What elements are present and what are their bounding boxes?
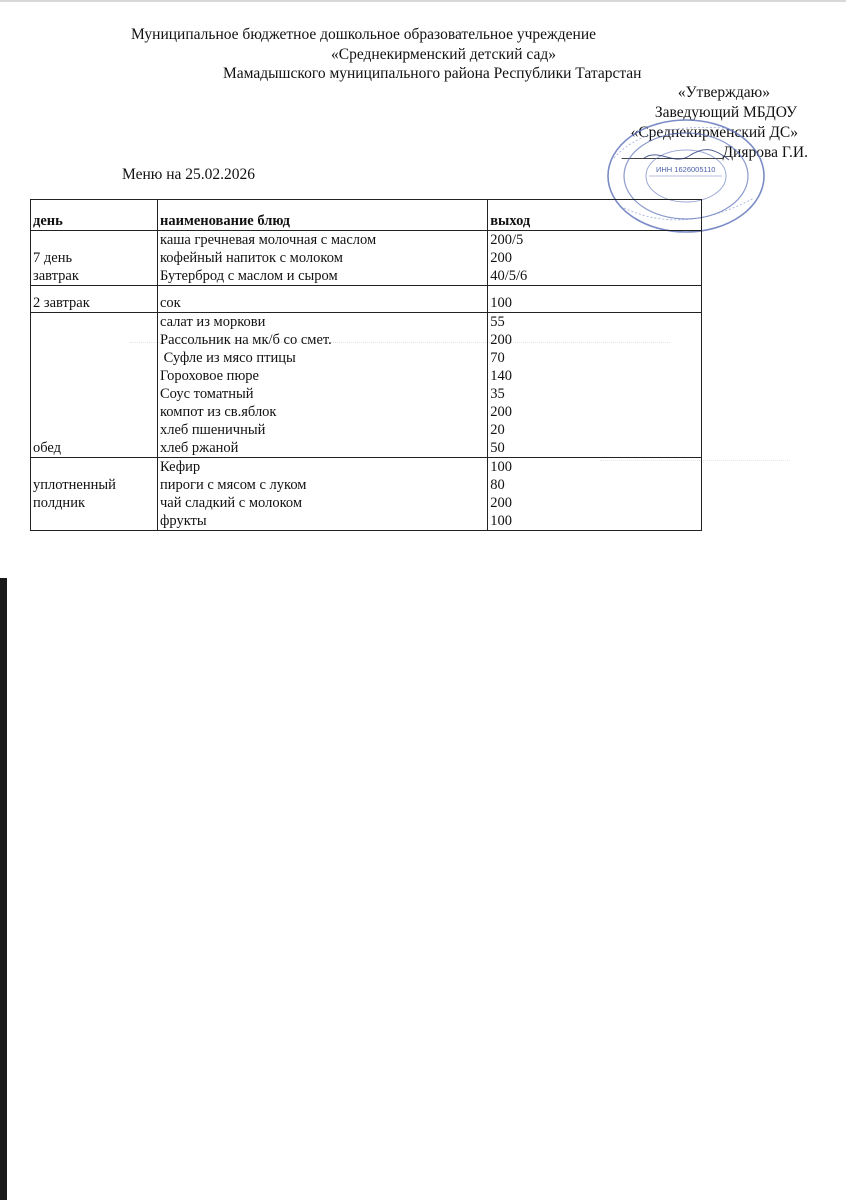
meal-label: обед (33, 440, 62, 456)
yield-cell (488, 286, 702, 313)
menu-table (30, 199, 702, 531)
dish-name: Кефир (160, 459, 201, 475)
dish-yield: 200 (490, 250, 512, 266)
dish-yield: 140 (490, 368, 512, 384)
table-row-breakfast (31, 231, 702, 286)
dish-yield: 100 (490, 295, 512, 311)
dish-name: Гороховое пюре (160, 368, 259, 384)
dish-name: хлеб ржаной (160, 440, 239, 456)
header-day: день (31, 200, 158, 231)
meal-label: завтрак (33, 268, 79, 284)
approval-line-3: «Среднекирменский ДС» (630, 124, 798, 141)
meal-label: 2 завтрак (33, 295, 90, 311)
day-cell (31, 313, 158, 458)
dish-name: кофейный напиток с молоком (160, 250, 343, 266)
header-yield: выход (488, 200, 702, 231)
dish-yield: 35 (490, 386, 505, 402)
approval-line-2: Заведующий МБДОУ (654, 104, 797, 121)
scan-dark-edge (0, 578, 7, 1200)
dish-cell (158, 231, 488, 286)
approval-line-1: «Утверждаю» (677, 84, 770, 101)
dish-cell (158, 286, 488, 313)
dish-yield: 100 (490, 513, 512, 529)
dish-yield: 70 (490, 350, 505, 366)
table-row-afternoon-snack (31, 458, 702, 531)
dish-yield: 20 (490, 422, 505, 438)
dish-yield: 200 (490, 332, 512, 348)
dish-name: каша гречневая молочная с маслом (160, 232, 377, 248)
dish-name: Суфле из мясо птицы (160, 350, 296, 366)
day-label: уплотненный (33, 477, 116, 493)
dish-cell (158, 458, 488, 531)
dish-name: хлеб пшеничный (160, 422, 266, 438)
dish-yield: 50 (490, 440, 505, 456)
yield-cell (488, 458, 702, 531)
dish-name: компот из св.яблок (160, 404, 277, 420)
seal-inn-text: ИНН 1626005110 (656, 165, 716, 174)
table-header-row (31, 200, 702, 231)
dish-yield: 200/5 (490, 232, 524, 248)
table-row-second-breakfast (31, 286, 702, 313)
meal-label: полдник (33, 495, 85, 511)
day-cell (31, 286, 158, 313)
yield-cell (488, 231, 702, 286)
dish-cell (158, 313, 488, 458)
day-label: 7 день (33, 250, 73, 266)
table-row-lunch (31, 313, 702, 458)
approval-line-4: _____________Диярова Г.И. (621, 144, 808, 161)
scan-top-edge (0, 0, 846, 2)
yield-cell (488, 313, 702, 458)
dish-yield: 80 (490, 477, 505, 493)
dish-name: фрукты (160, 513, 207, 529)
org-line-3: Мамадышского муниципального района Республики Татарстан (223, 65, 642, 82)
day-cell (31, 458, 158, 531)
org-line-2: «Среднекирменский детский сад» (331, 46, 556, 63)
menu-title: Меню на 25.02.2026 (122, 166, 256, 183)
org-line-1: Муниципальное бюджетное дошкольное образовательное учреждение (131, 26, 596, 43)
day-cell (31, 231, 158, 286)
dish-name: сок (160, 295, 181, 311)
dish-name: чай сладкий с молоком (160, 495, 303, 511)
dish-yield: 200 (490, 404, 512, 420)
dish-yield: 55 (490, 314, 505, 330)
dish-name: салат из моркови (160, 314, 266, 330)
dish-name: пироги с мясом с луком (160, 477, 307, 493)
dish-yield: 100 (490, 459, 512, 475)
header-dish-name: наименование блюд (158, 200, 488, 231)
dish-name: Соус томатный (160, 386, 254, 402)
dish-yield: 40/5/6 (490, 268, 528, 284)
dish-name: Рассольник на мк/б со смет. (160, 332, 332, 348)
dish-name: Бутерброд с маслом и сыром (160, 268, 338, 284)
dish-yield: 200 (490, 495, 512, 511)
